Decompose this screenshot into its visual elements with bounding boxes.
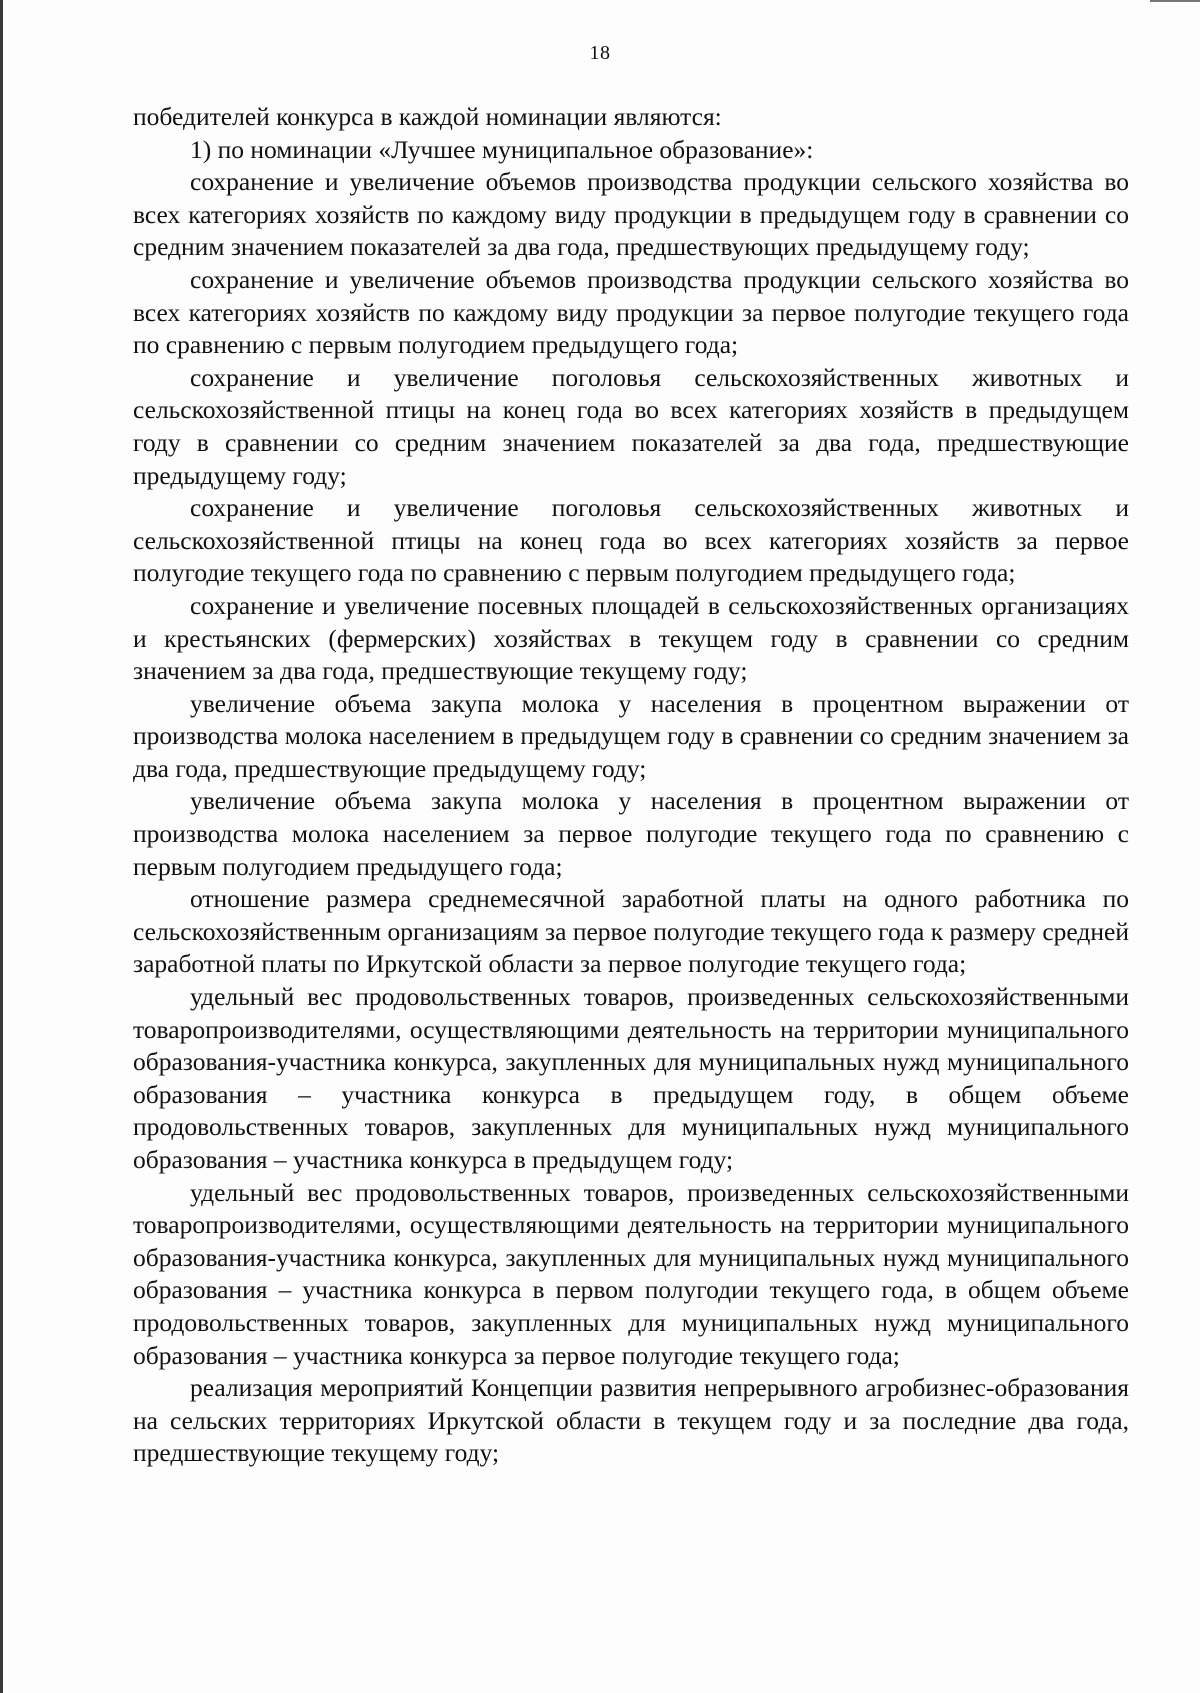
paragraph: сохранение и увеличение объемов производства продукции сельского хозяйства во всех категориях хозяйств по каждому виду продукции за первое полугодие текущего года по сравнению с первым полугодием предыдущего года;	[133, 264, 1129, 360]
paragraph: сохранение и увеличение поголовья сельскохозяйственных животных и сельскохозяйственной птицы на конец года во всех категориях хозяйств в предыдущем году в сравнении со средним значением показателей за два года, предшествующие предыдущему году;	[133, 362, 1129, 490]
paragraph: удельный вес продовольственных товаров, произведенных сельскохозяйственными товаропроизводителями, осуществляющими деятельность на территории муниципального образования-участника конкурса, закупленных для муниципальных нужд муниципального образования – участника конкурса в предыдущем году, в общем объеме продовольственных товаров, закупленных для муниципальных нужд муниципального образования – участника конкурса в предыдущем году;	[133, 982, 1129, 1174]
paragraph: сохранение и увеличение посевных площадей в сельскохозяйственных организациях и крестьянских (фермерских) хозяйствах в текущем году в сравнении со средним значением за два года, предшествующие текущему году;	[133, 590, 1129, 686]
paragraph: сохранение и увеличение поголовья сельскохозяйственных животных и сельскохозяйственной птицы на конец года во всех категориях хозяйств за первое полугодие текущего года по сравнению с первым полугодием предыдущего года;	[133, 493, 1129, 588]
scan-edge-mark	[1150, 0, 1200, 2]
paragraph: увеличение объема закупа молока у населения в процентном выражении от производства молока населением в предыдущем году в сравнении со средним значением за два года, предшествующие предыдущему году;	[133, 688, 1129, 783]
paragraph: победителей конкурса в каждой номинации являются:	[133, 102, 722, 131]
paragraph: сохранение и увеличение объемов производства продукции сельского хозяйства во всех категориях хозяйств по каждому виду продукции в предыдущем году в сравнении со средним значением показателей за два года, предшествующих предыдущему году;	[133, 167, 1129, 262]
paragraph: реализация мероприятий Концепции развития непрерывного агробизнес-образования на сельских территориях Иркутской области в текущем году и за последние два года, предшествующие текущему году;	[133, 1373, 1129, 1468]
paragraph: 1) по номинации «Лучшее муниципальное образование»:	[190, 134, 814, 164]
scan-edge-line	[0, 0, 3, 1693]
paragraph: удельный вес продовольственных товаров, произведенных сельскохозяйственными товаропроизводителями, осуществляющими деятельность на территории муниципального образования-участника конкурса, закупленных для муниципальных нужд муниципального образования – участника конкурса в первом полугодии текущего года, в общем объеме продовольственных товаров, закупленных для муниципальных нужд муниципального образования – участника конкурса за первое полугодие текущего года;	[133, 1177, 1129, 1370]
paragraph: увеличение объема закупа молока у населения в процентном выражении от производства молока населением за первое полугодие текущего года по сравнению с первым полугодием предыдущего года;	[133, 786, 1129, 881]
document-body	[133, 101, 1129, 1470]
paragraph: отношение размера среднемесячной заработной платы на одного работника по сельскохозяйственным организациям за первое полугодие текущего года к размеру средней заработной платы по Иркутской области за первое полугодие текущего года;	[133, 884, 1129, 979]
page-number: 18	[589, 42, 611, 64]
